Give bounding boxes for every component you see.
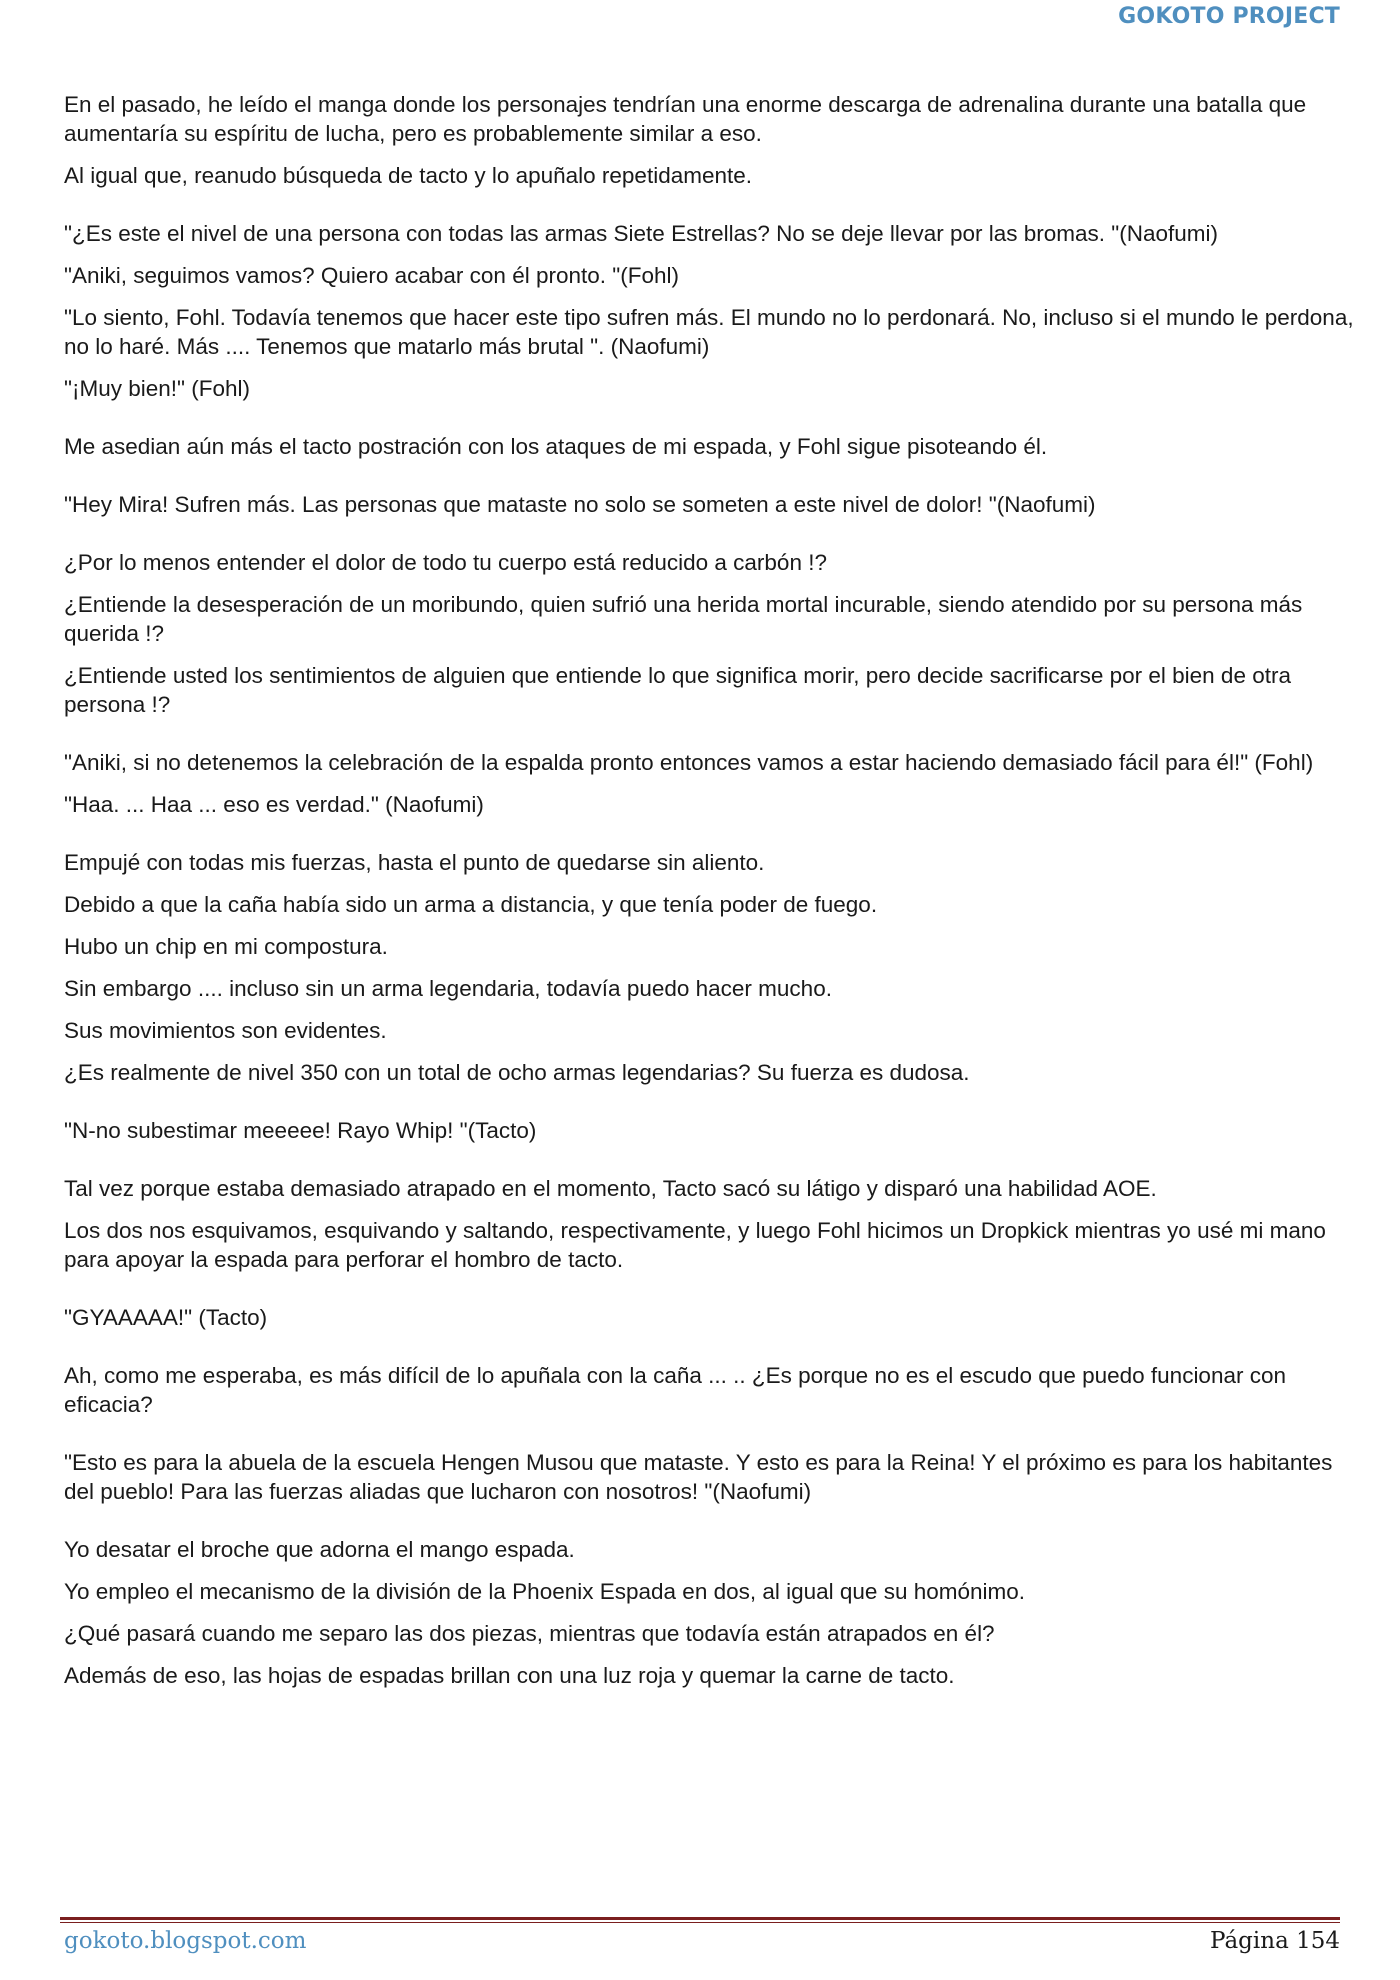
paragraph: "Esto es para la abuela de la escuela Hengen Musou que mataste. Y esto es para la Reina! Y el próximo es para los habitantes del pueblo! Para las fuerzas aliadas que lucharon con nosotros! "(Naofumi) bbox=[64, 1450, 1333, 1504]
paragraph: "Haa. ... Haa ... eso es verdad." (Naofumi) bbox=[64, 792, 484, 817]
paragraph: ¿Entiende la desesperación de un moribundo, quien sufrió una herida mortal incurable, siendo atendido por su persona más querida !? bbox=[64, 592, 1303, 646]
paragraph: Al igual que, reanudo búsqueda de tacto y lo apuñalo repetidamente. bbox=[64, 163, 753, 188]
paragraph: ¿Entiende usted los sentimientos de alguien que entiende lo que significa morir, pero decide sacrificarse por el bien de otra persona !? bbox=[64, 663, 1291, 717]
paragraph: "¿Es este el nivel de una persona con todas las armas Siete Estrellas? No se deje llevar por las bromas. "(Naofumi) bbox=[64, 221, 1219, 246]
paragraph: Debido a que la caña había sido un arma a distancia, y que tenía poder de fuego. bbox=[64, 892, 878, 917]
paragraph: ¿Es realmente de nivel 350 con un total de ocho armas legendarias? Su fuerza es dudosa. bbox=[64, 1060, 970, 1085]
paragraph: "Hey Mira! Sufren más. Las personas que mataste no solo se someten a este nivel de dolor! "(Naofumi) bbox=[64, 492, 1096, 517]
header-title: GOKOTO PROJECT bbox=[1118, 4, 1340, 29]
document-body bbox=[64, 90, 1354, 1703]
paragraph: En el pasado, he leído el manga donde los personajes tendrían una enorme descarga de adrenalina durante una batalla que aumentaría su espíritu de lucha, pero es probablemente similar a eso. bbox=[64, 92, 1307, 146]
paragraph: Yo empleo el mecanismo de la división de la Phoenix Espada en dos, al igual que su homónimo. bbox=[64, 1579, 1026, 1604]
paragraph: "Aniki, si no detenemos la celebración de la espalda pronto entonces vamos a estar haciendo demasiado fácil para él!" (Fohl) bbox=[64, 750, 1314, 775]
paragraph: Tal vez porque estaba demasiado atrapado en el momento, Tacto sacó su látigo y disparó una habilidad AOE. bbox=[64, 1176, 1157, 1201]
paragraph: "N-no subestimar meeeee! Rayo Whip! "(Tacto) bbox=[64, 1118, 537, 1143]
paragraph: Empujé con todas mis fuerzas, hasta el punto de quedarse sin aliento. bbox=[64, 850, 765, 875]
paragraph: Sus movimientos son evidentes. bbox=[64, 1018, 387, 1043]
paragraph: ¿Qué pasará cuando me separo las dos piezas, mientras que todavía están atrapados en él? bbox=[64, 1621, 995, 1646]
paragraph: Hubo un chip en mi compostura. bbox=[64, 934, 388, 959]
paragraph: "¡Muy bien!" (Fohl) bbox=[64, 376, 251, 401]
paragraph: Ah, como me esperaba, es más difícil de lo apuñala con la caña ... .. ¿Es porque no es el escudo que puedo funcionar con eficacia? bbox=[64, 1363, 1286, 1417]
paragraph: "Lo siento, Fohl. Todavía tenemos que hacer este tipo sufren más. El mundo no lo perdonará. No, incluso si el mundo le perdona, no lo haré. Más .... Tenemos que matarlo más brutal ". (Naofumi) bbox=[64, 305, 1354, 359]
footer-site-link[interactable]: gokoto.blogspot.com bbox=[64, 1928, 307, 1954]
paragraph: "Aniki, seguimos vamos? Quiero acabar con él pronto. "(Fohl) bbox=[64, 263, 680, 288]
paragraph: ¿Por lo menos entender el dolor de todo tu cuerpo está reducido a carbón !? bbox=[64, 550, 827, 575]
footer-divider-thin bbox=[60, 1922, 1340, 1923]
footer-divider bbox=[60, 1917, 1340, 1920]
paragraph: Yo desatar el broche que adorna el mango espada. bbox=[64, 1537, 575, 1562]
paragraph: Los dos nos esquivamos, esquivando y saltando, respectivamente, y luego Fohl hicimos un Dropkick mientras yo usé mi mano para apoyar la espada para perforar el hombro de tacto. bbox=[64, 1218, 1326, 1272]
page-number: Página 154 bbox=[1210, 1928, 1340, 1954]
paragraph: Sin embargo .... incluso sin un arma legendaria, todavía puedo hacer mucho. bbox=[64, 976, 832, 1001]
paragraph: "GYAAAAA!" (Tacto) bbox=[64, 1305, 268, 1330]
paragraph: Además de eso, las hojas de espadas brillan con una luz roja y quemar la carne de tacto. bbox=[64, 1663, 955, 1688]
paragraph: Me asedian aún más el tacto postración con los ataques de mi espada, y Fohl sigue pisoteando él. bbox=[64, 434, 1048, 459]
